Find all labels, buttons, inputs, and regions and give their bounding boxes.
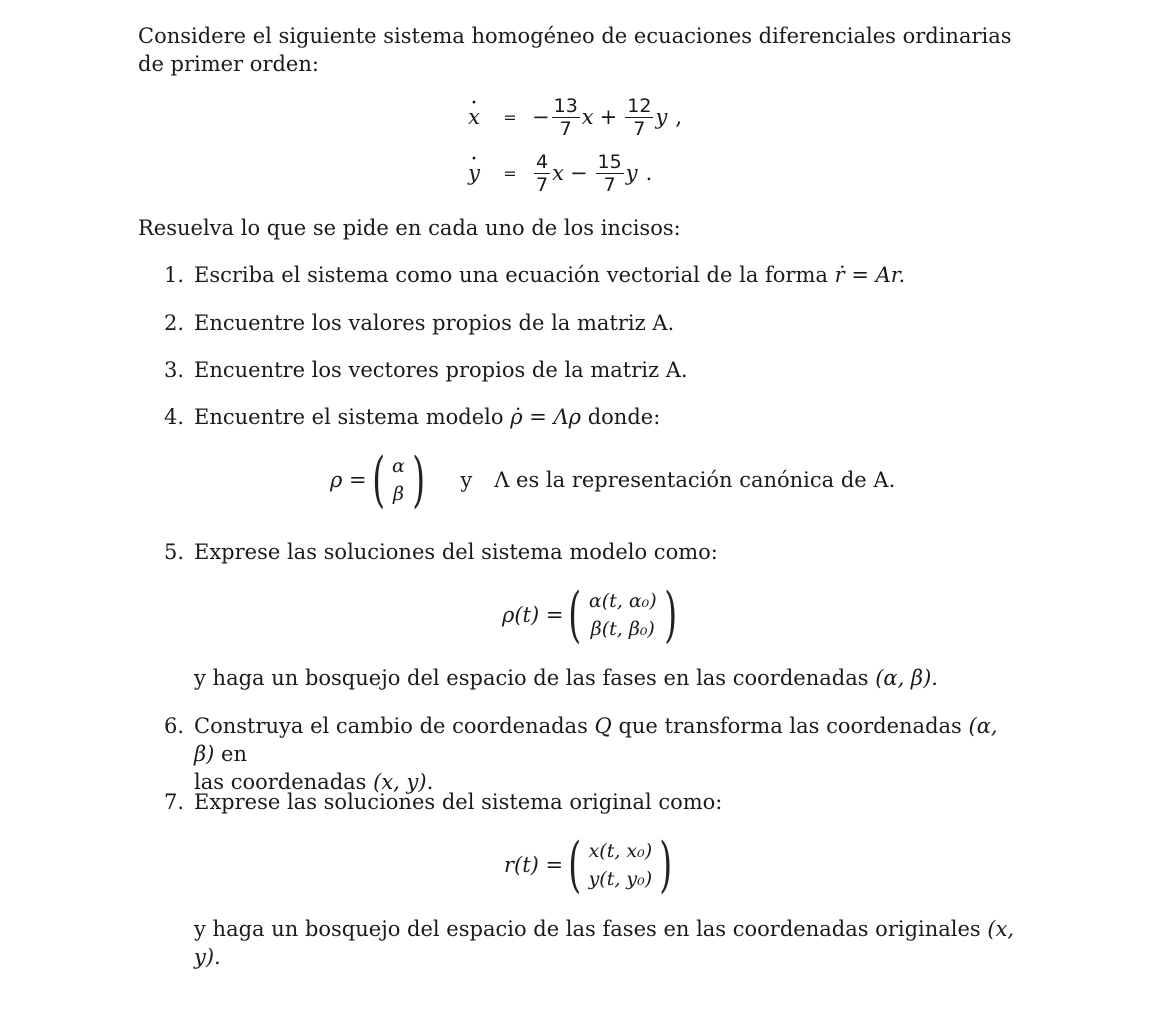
denominator: 7: [633, 117, 646, 140]
x-t-entry: x(t, x₀): [588, 840, 653, 862]
sketch-instruction-2: [194, 915, 1024, 971]
x-dot-symbol: · x: [460, 105, 488, 129]
rho-t-vector: [589, 587, 657, 643]
rho-t-lhs: ρ(t) =: [502, 603, 564, 627]
equals-sign: =: [503, 107, 517, 127]
rho-t-solution: [502, 580, 682, 650]
r-t-vector: [589, 837, 653, 893]
item-text: [194, 403, 1024, 431]
numerator: 12: [627, 94, 652, 117]
beta-entry: β: [392, 483, 404, 505]
equation-y-dot: [460, 146, 652, 200]
q-symbol: Q: [594, 714, 612, 738]
right-paren: ): [412, 445, 426, 515]
fraction-15-7: [596, 151, 624, 196]
equals-sign: =: [503, 163, 517, 183]
r-t-lhs: r(t) =: [504, 853, 564, 877]
denominator: 7: [603, 173, 616, 196]
x-y-coords: (x, y).: [373, 770, 434, 794]
equation-y-rhs: [532, 151, 652, 196]
item-text-body: Escriba el sistema como una ecuación vectorial de la forma: [194, 263, 828, 287]
item-number: 1.: [164, 263, 185, 287]
right-paren: ): [659, 830, 673, 900]
left-paren: (: [568, 830, 582, 900]
item-text: Encuentre los valores propios de la matriz A.: [194, 311, 675, 335]
fraction-4-7: [534, 151, 550, 196]
numerator: 4: [536, 150, 549, 173]
variable-y: y: [625, 161, 638, 185]
sketch-coords: (α, β).: [875, 666, 938, 690]
sketch-coords: (x, y).: [194, 917, 1015, 969]
item-number: 5.: [164, 540, 185, 564]
conjunction-y: y: [460, 468, 473, 492]
beta-t-entry: β(t, β₀): [590, 618, 655, 640]
alpha-beta-coords: (α, β): [194, 714, 998, 766]
sketch-instruction-1: [194, 664, 1024, 692]
numerator: 15: [597, 150, 622, 173]
item-text: [194, 261, 1024, 289]
comma: ,: [675, 105, 682, 129]
item-number: 2.: [164, 311, 185, 335]
equation-system: [0, 88, 1170, 203]
variable-x: x: [552, 161, 564, 185]
item-text-part: Construya el cambio de coordenadas: [194, 714, 588, 738]
sketch-text: y haga un bosquejo del espacio de las fases en las coordenadas originales: [194, 917, 981, 941]
item-number: 6.: [164, 714, 185, 738]
vector-equation: ṙ = Ar.: [834, 263, 906, 287]
denominator: 7: [559, 117, 572, 140]
lambda-description: Λ es la representación canónica de A.: [494, 468, 896, 492]
item-text: Exprese las soluciones del sistema modelo como:: [194, 540, 718, 564]
item-text-part: en: [221, 742, 247, 766]
item-number: 4.: [164, 405, 185, 429]
item-text: Encuentre los vectores propios de la matriz A.: [194, 358, 688, 382]
denominator: 7: [536, 173, 549, 196]
left-paren: (: [568, 580, 582, 650]
alpha-entry: α: [392, 455, 405, 477]
y-dot-symbol: · y: [460, 161, 488, 185]
period: .: [645, 161, 653, 185]
left-paren: (: [371, 445, 385, 515]
alpha-t-entry: α(t, α₀): [588, 590, 657, 612]
item-number: 3.: [164, 358, 185, 382]
rho-lhs: ρ =: [330, 468, 367, 492]
variable-y: y: [655, 105, 668, 129]
equation-x-dot: [460, 90, 682, 144]
minus-sign: −: [532, 105, 550, 129]
y-t-entry: y(t, y₀): [588, 868, 653, 890]
item-number: 7.: [164, 790, 185, 814]
intro-paragraph: Considere el siguiente sistema homogéneo de ecuaciones diferenciales ordinarias de primer orden:: [138, 24, 1012, 76]
numerator: 13: [553, 94, 578, 117]
minus-sign: −: [569, 161, 588, 185]
item-text: [194, 712, 1024, 796]
rho-vector: [392, 452, 405, 508]
plus-sign: +: [599, 105, 618, 129]
model-equation: ρ̇ = Λρ: [510, 405, 582, 429]
fraction-12-7: [625, 95, 653, 140]
item-text: Exprese las soluciones del sistema original como:: [194, 790, 723, 814]
sketch-text: y haga un bosquejo del espacio de las fases en las coordenadas: [194, 666, 869, 690]
instructions-paragraph: Resuelva lo que se pide en cada uno de los incisos:: [138, 216, 681, 240]
r-t-solution: [504, 830, 678, 900]
item-text-after: donde:: [587, 405, 661, 429]
rho-definition: [330, 445, 896, 515]
right-paren: ): [663, 580, 677, 650]
fraction-13-7: [552, 95, 580, 140]
list-item: [164, 712, 1024, 794]
item-text-part: las coordenadas: [194, 770, 367, 794]
item-text-part: que transforma las coordenadas: [618, 714, 962, 738]
variable-x: x: [581, 105, 594, 129]
equation-x-rhs: [532, 95, 682, 140]
item-text-body: Encuentre el sistema modelo: [194, 405, 504, 429]
